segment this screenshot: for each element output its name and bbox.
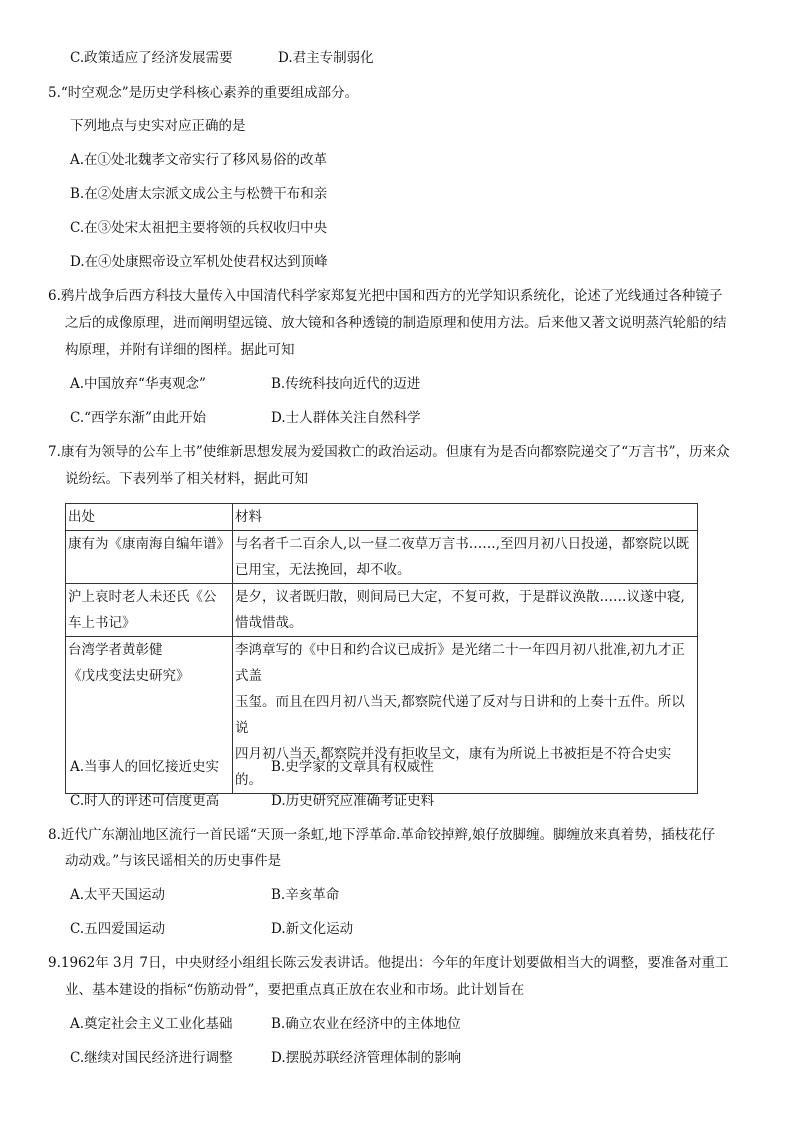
q7-stem-line-1: 7.康有为领导的公车上书”使维新思想发展为爱国救亡的政治运动。但康有为是否向都察院递交了“万言书”，历来众: [48, 444, 730, 460]
q8-option-c: C.五四爱国运动: [70, 921, 166, 937]
table-cell-source: [66, 531, 233, 584]
table-cell-source: [66, 584, 233, 637]
material-line: 是夕，议者既归散，则间局已大定，不复可救，于是群议涣散……议遂中寝,: [235, 589, 685, 605]
material-line: 李鸿章写的《中日和约合议已成折》是光绪二十一年四月初八批准,初九才正式盖: [235, 642, 685, 684]
q6-stem-line-3: 构原理，并附有详细的图样。据此可知: [65, 342, 295, 358]
q9-stem-line-1: 9.1962年 3月 7日，中央财经小组组长陈云发表讲话。他提出：今年的年度计划要做相当大的调整，要准备对重工: [48, 955, 729, 971]
table-header-material: 材料: [233, 504, 698, 531]
q4-option-d: D.君主专制弱化: [278, 50, 374, 66]
table-cell-material: [233, 584, 698, 637]
q5-option-b: B.在②处唐太宗派文成公主与松赞干布和亲: [70, 186, 328, 202]
q7-option-b: B.史学家的文章具有权威性: [271, 759, 434, 775]
q8-stem-line-1: 8.近代广东潮汕地区流行一首民谣“天顶一条虹,地下浮革命.革命铰掉辫,娘仔放脚缠。脚缠放来真着势，插枝花仔: [48, 827, 716, 843]
q6-stem-line-1: 6.鸦片战争后西方科技大量传入中国清代科学家郑复光把中国和西方的光学知识系统化，论述了光线通过各种镜子: [48, 288, 723, 304]
q5-stem-line-1: 5.“时空观念”是历史学科核心素养的重要组成部分。: [48, 85, 359, 101]
source-line: 车上书记》: [68, 615, 136, 631]
q9-stem-line-2: 业、基本建设的指标“伤筋动骨”，要把重点真正放在农业和市场。此计划旨在: [65, 982, 525, 998]
source-line: 沪上哀时老人未还氏《公: [68, 589, 217, 605]
q5-option-c: C.在③处宋太祖把主要将领的兵权收归中央: [70, 220, 328, 236]
q8-option-a: A.太平天国运动: [70, 887, 166, 903]
table-row: [66, 531, 698, 584]
table-header-row: [66, 504, 698, 531]
q5-option-a: A.在①处北魏孝文帝实行了移风易俗的改革: [70, 152, 328, 168]
q6-option-b: B.传统科技向近代的迈进: [271, 376, 421, 392]
q9-option-b: B.确立农业在经济中的主体地位: [271, 1016, 461, 1032]
material-line: 与名者千二百余人,以一昼二夜草万言书……,至四月初八日投递，都察院以既: [235, 536, 690, 552]
material-line: 惜哉惜哉。: [235, 615, 303, 631]
q7-option-c: C.时人的评述可信度更高: [70, 793, 220, 809]
source-line: 台湾学者黄彰健: [68, 642, 163, 658]
material-line: 玉玺。而且在四月初八当天,都察院代递了反对与日讲和的上奏十五件。所以说: [235, 694, 685, 736]
q8-option-b: B.辛亥革命: [271, 887, 340, 903]
q6-option-d: D.士人群体关注自然科学: [271, 410, 421, 426]
q8-option-d: D.新文化运动: [271, 921, 354, 937]
table-header-source: 出处: [66, 504, 233, 531]
source-table: [65, 503, 698, 794]
table-row: [66, 584, 698, 637]
q6-stem-line-2: 之后的成像原理，进而阐明望远镜、放大镜和各种透镜的制造原理和使用方法。后来他又著文说明蒸汽轮船的结: [65, 315, 727, 331]
source-line: 《戊戌变法史研究》: [68, 668, 190, 684]
q6-option-c: C.“西学东渐”由此开始: [70, 410, 206, 426]
q9-option-a: A.奠定社会主义工业化基础: [70, 1016, 233, 1032]
q9-option-c: C.继续对国民经济进行调整: [70, 1050, 233, 1066]
q5-stem-line-2: 下列地点与史实对应正确的是: [70, 118, 246, 134]
q9-option-d: D.摆脱苏联经济管理体制的影响: [271, 1050, 462, 1066]
source-line: 康有为《康南海自编年谱》: [68, 536, 230, 552]
q5-option-d: D.在④处康熙帝设立军机处使君权达到顶峰: [70, 254, 328, 270]
q4-option-c: C.政策适应了经济发展需要: [70, 50, 233, 66]
q7-option-d: D.历史研究应准确考证史料: [271, 793, 435, 809]
material-line: 已用宝，无法挽回，却不收。: [235, 562, 411, 578]
q7-option-a: A.当事人的回忆接近史实: [70, 759, 220, 775]
table-cell-material: [233, 531, 698, 584]
q8-stem-line-2: 动动戏。”与该民谣相关的历史事件是: [65, 853, 282, 869]
q7-stem-line-2: 说纷纭。下表列举了相关材料，据此可知: [65, 471, 308, 487]
material-line: 四月初八当天,都察院并没有拒收呈文，康有为所说上书被拒是不符合史实的。: [235, 746, 672, 788]
q6-option-a: A.中国放弃“华夷观念”: [70, 376, 206, 392]
